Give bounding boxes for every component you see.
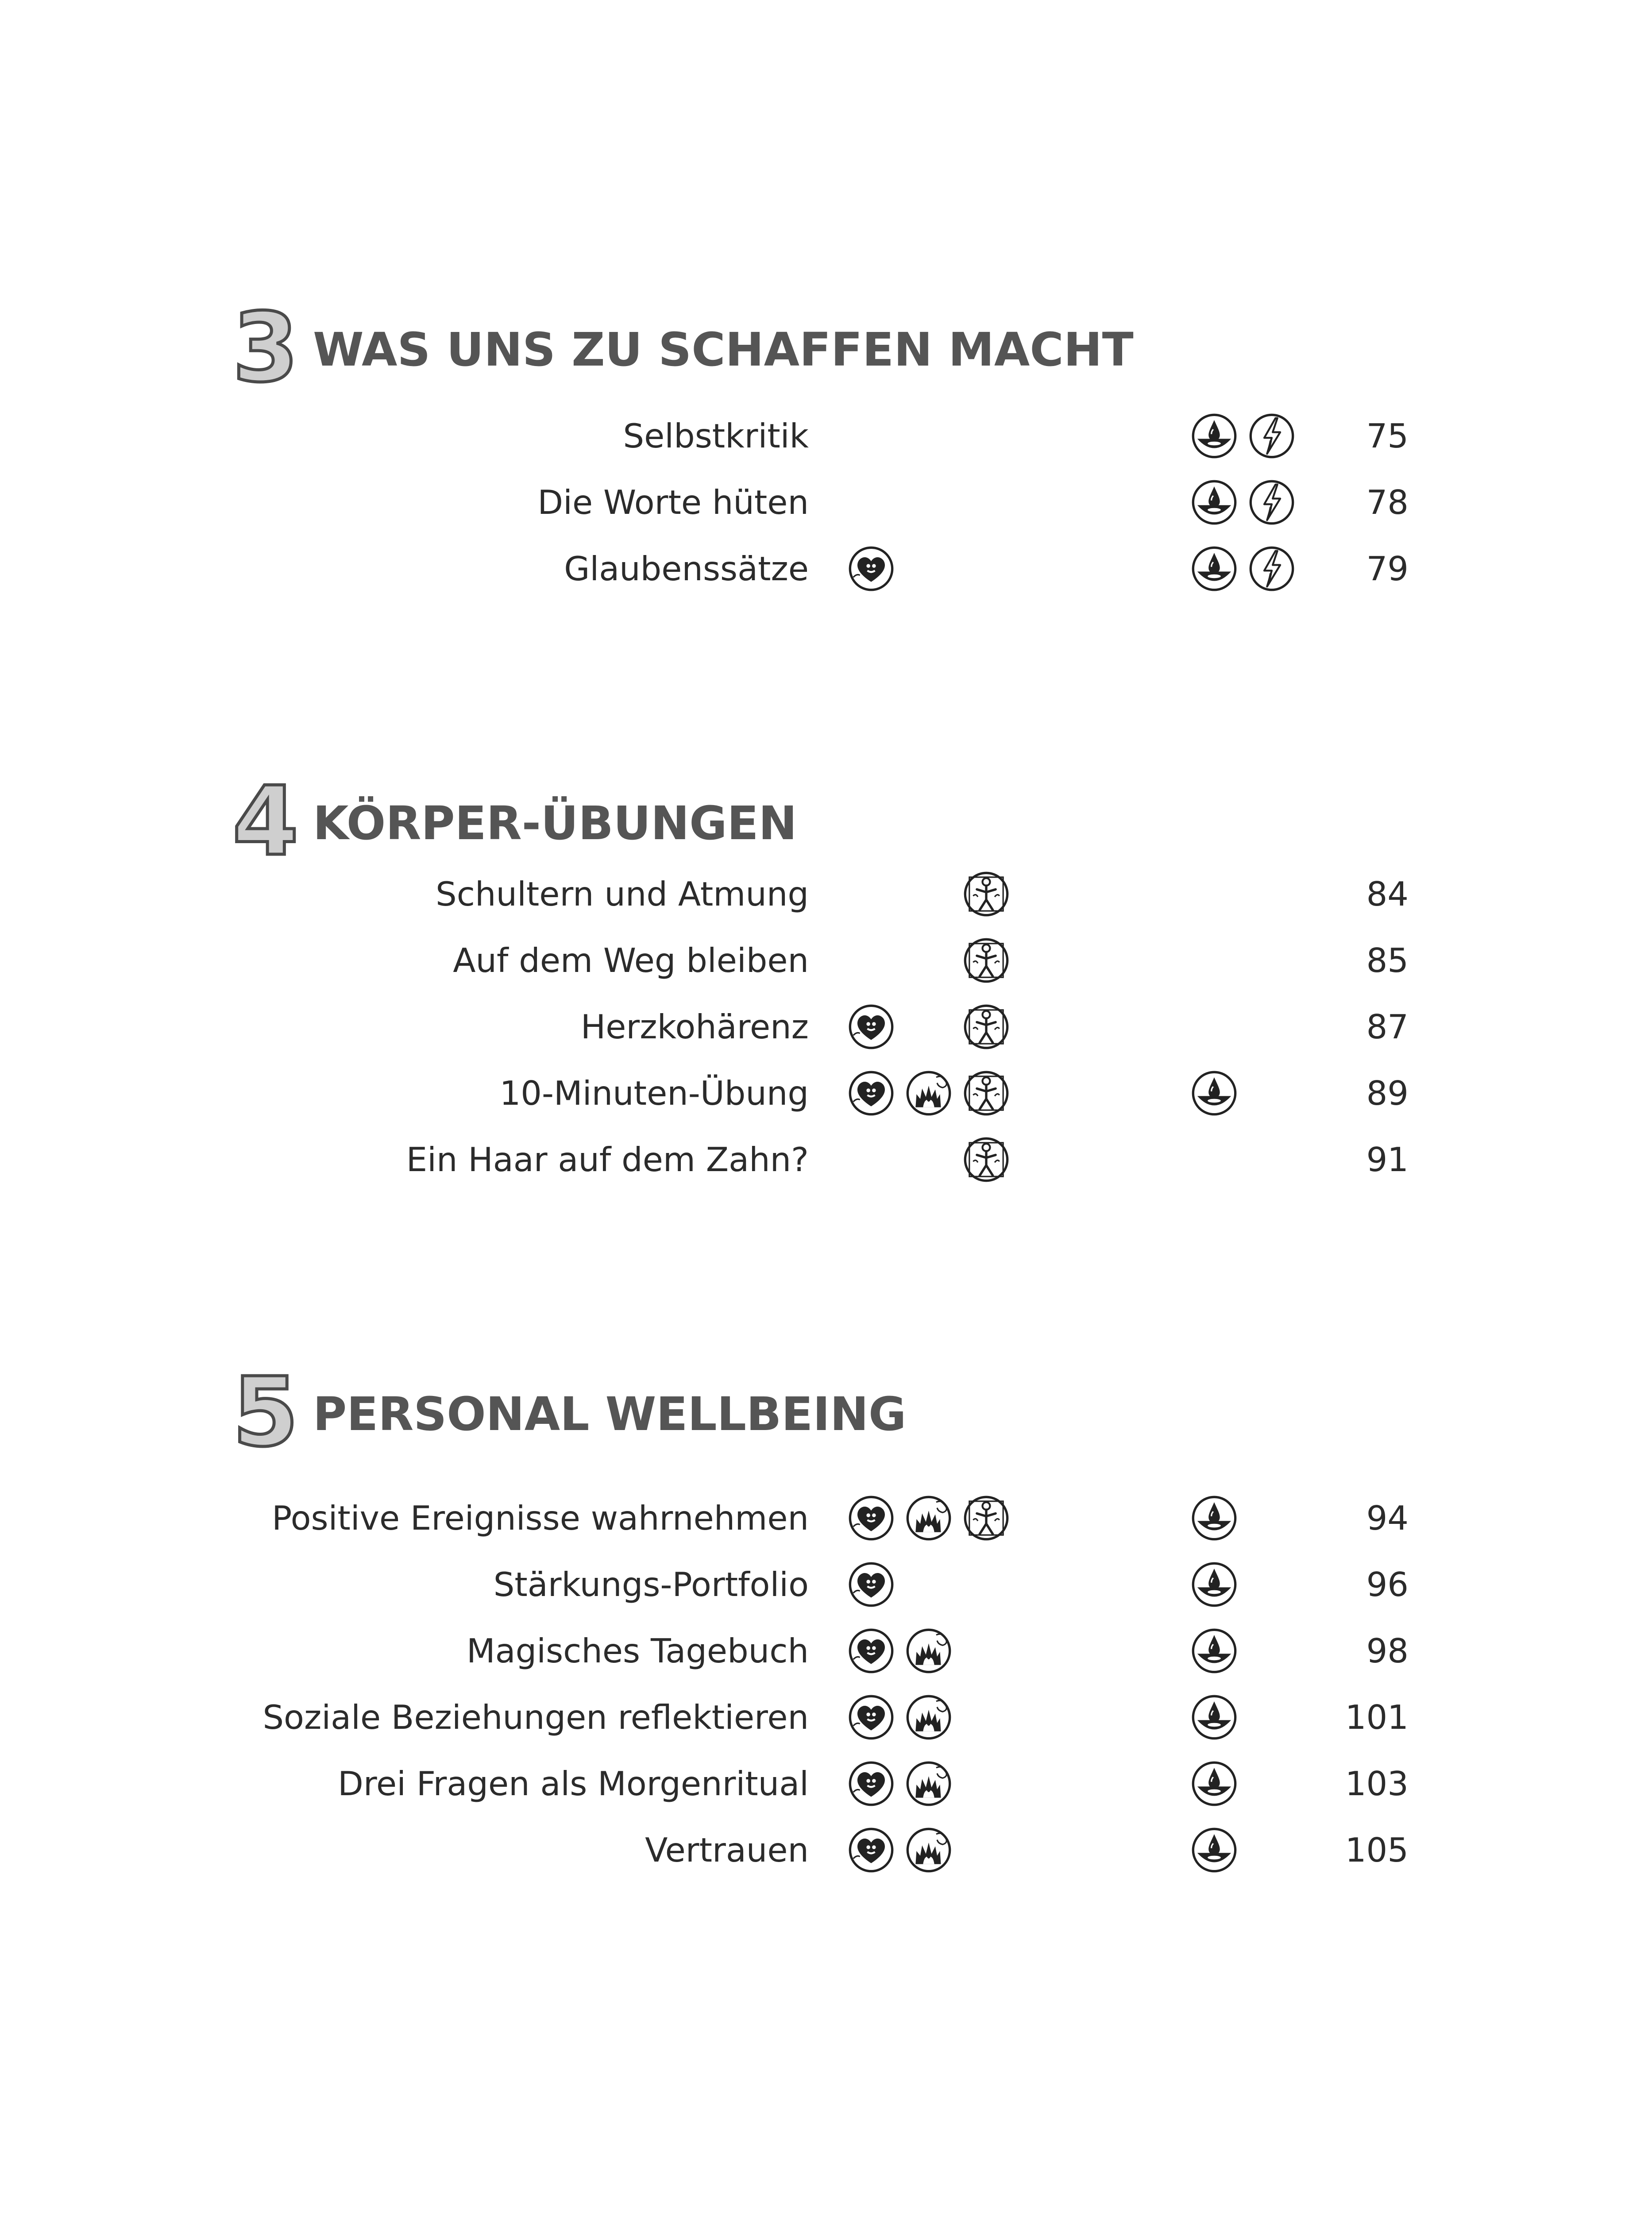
toc-entry[interactable] [0, 536, 1652, 602]
body-figure-icon [963, 937, 1010, 984]
page-number: 75 [1366, 416, 1409, 455]
entry-title: Vertrauen [645, 1831, 809, 1870]
toc-entry[interactable] [0, 1684, 1652, 1750]
toc-entry[interactable] [0, 1126, 1652, 1193]
toc-entry[interactable] [0, 1618, 1652, 1684]
toc-entry[interactable] [0, 469, 1652, 536]
entry-title: Drei Fragen als Morgenritual [338, 1764, 809, 1803]
chapter-title: KÖRPER-ÜBUNGEN [313, 796, 797, 850]
entry-title: Glaubenssätze [564, 549, 809, 588]
heart-face-icon [848, 1627, 895, 1674]
page-number: 96 [1366, 1565, 1409, 1604]
flame-brain-icon [905, 1495, 952, 1542]
heart-face-icon [848, 1827, 895, 1874]
body-figure-icon [963, 1070, 1010, 1117]
heart-face-icon [848, 545, 895, 592]
heart-face-icon [848, 1495, 895, 1542]
entry-title: 10-Minuten-Übung [499, 1074, 809, 1113]
flame-brain-icon [905, 1827, 952, 1874]
entry-title: Magisches Tagebuch [466, 1631, 809, 1670]
water-drop-bowl-icon [1191, 1627, 1238, 1674]
page-number: 91 [1366, 1140, 1409, 1179]
entry-title: Herzkohärenz [580, 1007, 809, 1046]
lightning-icon [1248, 413, 1295, 459]
entry-title: Soziale Beziehungen reflektieren [262, 1698, 809, 1737]
toc-entry[interactable] [0, 861, 1652, 927]
toc-entry[interactable] [0, 994, 1652, 1060]
entry-title: Auf dem Weg bleiben [453, 941, 809, 980]
page-number: 79 [1366, 549, 1409, 588]
entry-title: Ein Haar auf dem Zahn? [406, 1140, 809, 1179]
page-number: 78 [1366, 483, 1409, 522]
entry-title: Stärkungs-Portfolio [493, 1565, 809, 1604]
chapter-heading [232, 765, 797, 877]
page-number: 103 [1345, 1764, 1409, 1803]
heart-face-icon [848, 1760, 895, 1807]
flame-brain-icon [905, 1627, 952, 1674]
flame-brain-icon [905, 1694, 952, 1741]
chapter-heading [232, 292, 1134, 403]
water-drop-bowl-icon [1191, 1694, 1238, 1741]
page-number: 94 [1366, 1499, 1409, 1538]
chapter-title: PERSONAL WELLBEING [313, 1387, 907, 1441]
water-drop-bowl-icon [1191, 479, 1238, 526]
chapter-number: 5 [232, 1356, 299, 1468]
water-drop-bowl-icon [1191, 1495, 1238, 1542]
lightning-icon [1248, 479, 1295, 526]
entry-title: Selbstkritik [623, 416, 809, 455]
water-drop-bowl-icon [1191, 545, 1238, 592]
toc-entry[interactable] [0, 927, 1652, 994]
body-figure-icon [963, 1003, 1010, 1050]
chapter-number: 3 [232, 292, 299, 403]
toc-entry[interactable] [0, 1060, 1652, 1126]
heart-face-icon [848, 1070, 895, 1117]
body-figure-icon [963, 1136, 1010, 1183]
water-drop-bowl-icon [1191, 1561, 1238, 1608]
page-number: 89 [1366, 1074, 1409, 1113]
toc-entry[interactable] [0, 1551, 1652, 1618]
toc-entry[interactable] [0, 1485, 1652, 1551]
entry-title: Positive Ereignisse wahrnehmen [272, 1499, 809, 1538]
heart-face-icon [848, 1003, 895, 1050]
body-figure-icon [963, 871, 1010, 918]
lightning-icon [1248, 545, 1295, 592]
chapter-heading [232, 1356, 907, 1468]
toc-entry[interactable] [0, 1817, 1652, 1883]
entry-title: Schultern und Atmung [436, 875, 809, 914]
heart-face-icon [848, 1561, 895, 1608]
entry-title: Die Worte hüten [537, 483, 809, 522]
body-figure-icon [963, 1495, 1010, 1542]
water-drop-bowl-icon [1191, 1070, 1238, 1117]
flame-brain-icon [905, 1070, 952, 1117]
chapter-title: WAS UNS ZU SCHAFFEN MACHT [313, 323, 1134, 377]
page-number: 98 [1366, 1631, 1409, 1670]
heart-face-icon [848, 1694, 895, 1741]
page-number: 101 [1345, 1698, 1409, 1737]
page-number: 87 [1366, 1007, 1409, 1046]
page-number: 85 [1366, 941, 1409, 980]
chapter-number: 4 [232, 765, 299, 877]
toc-entry[interactable] [0, 403, 1652, 469]
water-drop-bowl-icon [1191, 1760, 1238, 1807]
water-drop-bowl-icon [1191, 1827, 1238, 1874]
water-drop-bowl-icon [1191, 413, 1238, 459]
toc-entry[interactable] [0, 1750, 1652, 1817]
flame-brain-icon [905, 1760, 952, 1807]
page-number: 105 [1345, 1831, 1409, 1870]
page-number: 84 [1366, 875, 1409, 914]
